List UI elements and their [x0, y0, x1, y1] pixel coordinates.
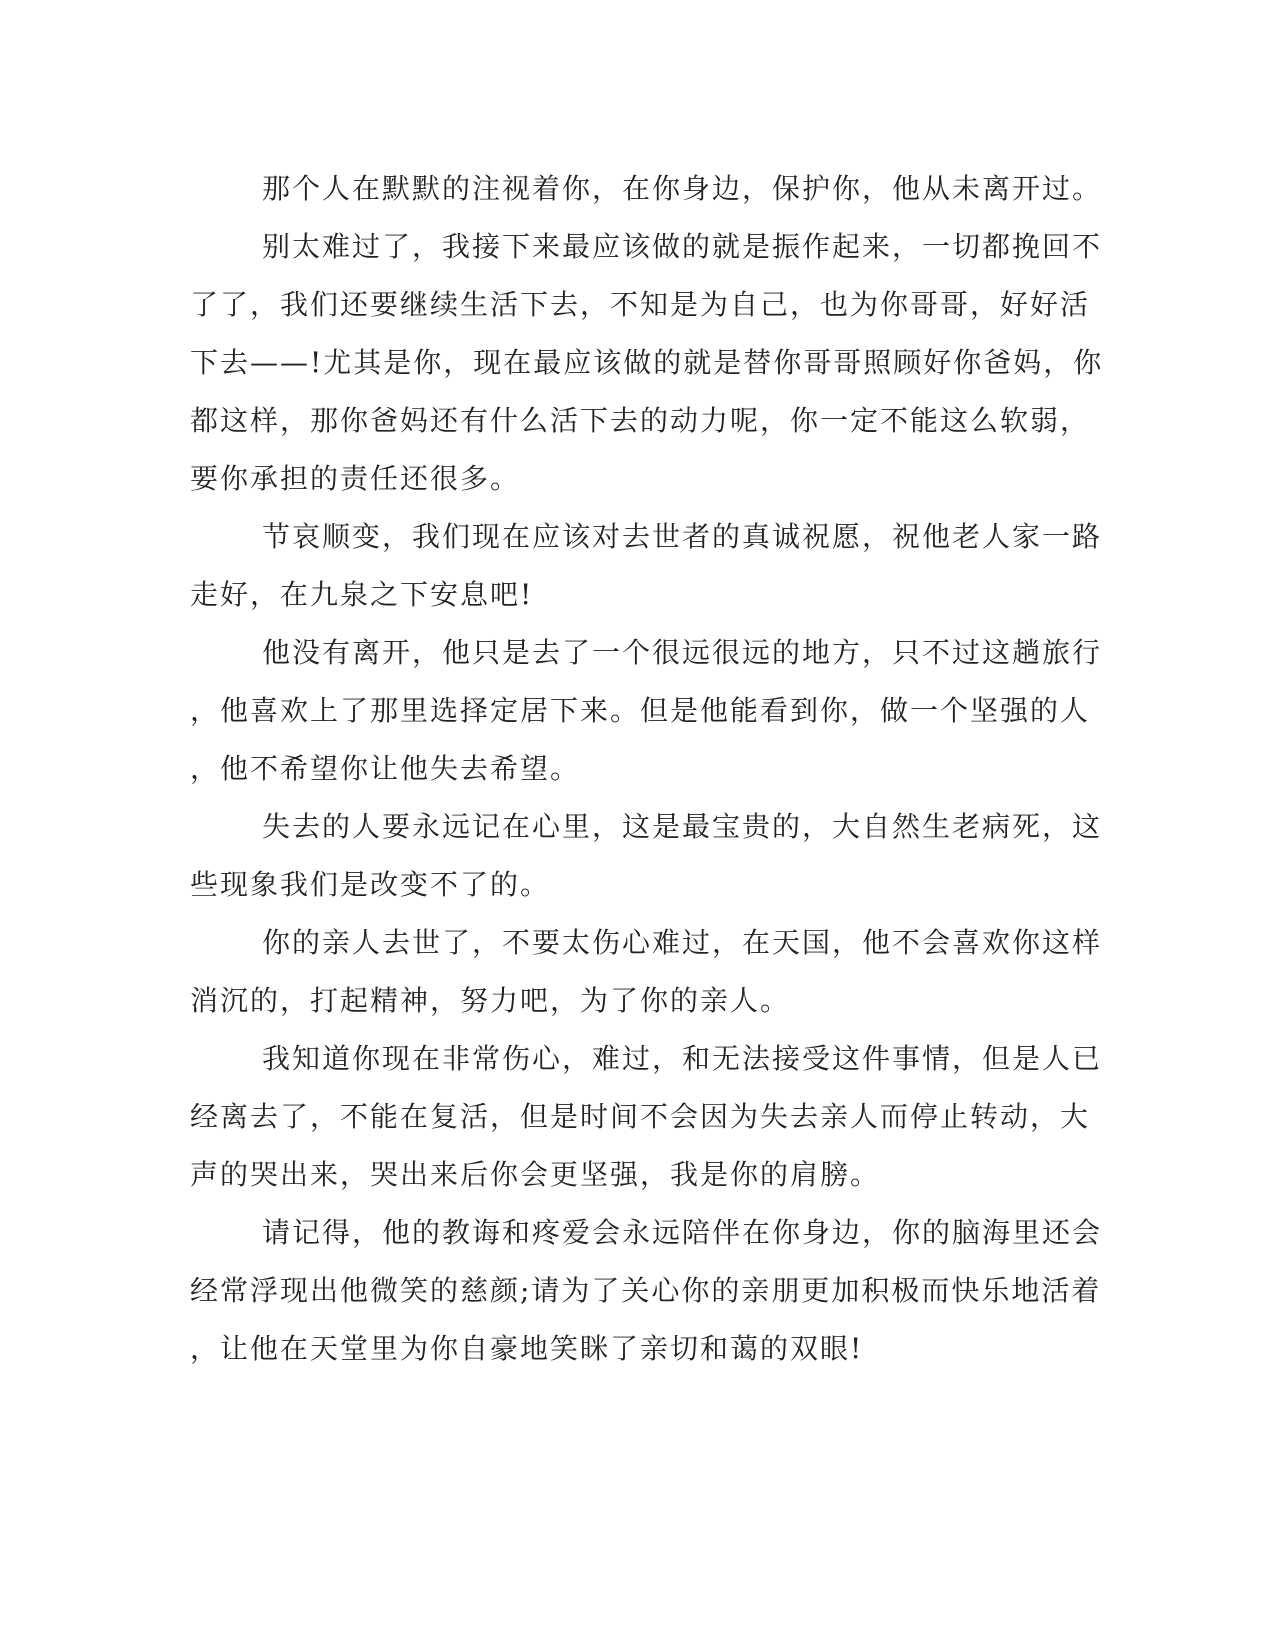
document-body	[190, 160, 1104, 1378]
paragraph-line: 些现象我们是改变不了的。	[190, 868, 551, 901]
paragraph	[190, 914, 1103, 1030]
paragraph	[190, 1204, 1103, 1378]
paragraph-line: 要你承担的责任还很多。	[190, 462, 521, 495]
paragraph	[190, 798, 1103, 914]
paragraph	[190, 624, 1103, 798]
paragraph-line: ，他不希望你让他失去希望。	[190, 752, 581, 785]
paragraph-line: 节哀顺变，我们现在应该对去世者的真诚祝愿，祝他老人家一路	[262, 520, 1103, 553]
paragraph-line: 请记得，他的教诲和疼爱会永远陪伴在你身边，你的脑海里还会	[262, 1216, 1103, 1249]
paragraph-line: 我知道你现在非常伤心，难过，和无法接受这件事情，但是人已	[262, 1042, 1103, 1075]
paragraph-line: 你的亲人去世了，不要太伤心难过，在天国，他不会喜欢你这样	[262, 926, 1103, 959]
paragraph-line: ，让他在天堂里为你自豪地笑眯了亲切和蔼的双眼!	[190, 1332, 864, 1365]
paragraph-line: 别太难过了，我接下来最应该做的就是振作起来，一切都挽回不	[262, 230, 1103, 263]
paragraph	[190, 1030, 1103, 1204]
paragraph-line: 失去的人要永远记在心里，这是最宝贵的，大自然生老病死，这	[262, 810, 1103, 843]
paragraph-line: 都这样，那你爸妈还有什么活下去的动力呢，你一定不能这么软弱，	[190, 404, 1091, 437]
paragraph-line: 声的哭出来，哭出来后你会更坚强，我是你的肩膀。	[190, 1158, 881, 1191]
paragraph	[190, 160, 1103, 218]
paragraph-line: 走好，在九泉之下安息吧!	[190, 578, 534, 611]
paragraph-line: 那个人在默默的注视着你，在你身边，保护你，他从未离开过。	[262, 172, 1103, 205]
paragraph-line: 下去——!尤其是你，现在最应该做的就是替你哥哥照顾好你爸妈，你	[190, 346, 1104, 379]
paragraph	[190, 218, 1104, 508]
paragraph-line: 经离去了，不能在复活，但是时间不会因为失去亲人而停止转动，大	[190, 1100, 1091, 1133]
paragraph-line: 了了，我们还要继续生活下去，不知是为自己，也为你哥哥，好好活	[190, 288, 1091, 321]
paragraph-line: 经常浮现出他微笑的慈颜;请为了关心你的亲朋更加积极而快乐地活着	[190, 1274, 1102, 1307]
paragraph-line: 他没有离开，他只是去了一个很远很远的地方，只不过这趟旅行	[262, 636, 1103, 669]
paragraph-line: ，他喜欢上了那里选择定居下来。但是他能看到你，做一个坚强的人	[190, 694, 1091, 727]
paragraph-line: 消沉的，打起精神，努力吧，为了你的亲人。	[190, 984, 791, 1017]
paragraph	[190, 508, 1103, 624]
